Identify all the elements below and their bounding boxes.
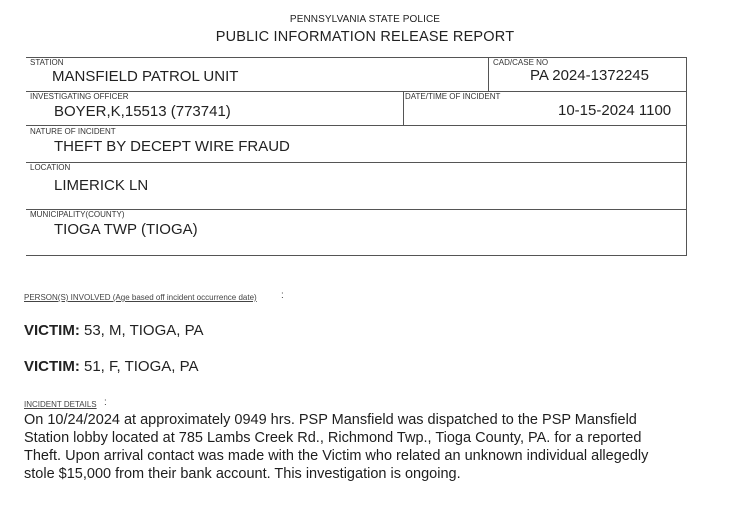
form-rule	[26, 255, 687, 256]
form-rule	[26, 57, 687, 58]
officer-value: BOYER,K,15513 (773741)	[54, 103, 231, 120]
incident-datetime-label: DATE/TIME OF INCIDENT	[405, 92, 501, 101]
station-label: STATION	[30, 58, 64, 67]
location-label: LOCATION	[30, 163, 71, 172]
persons-heading-text: PERSON(S) INVOLVED (Age based off incident occurrence date)	[24, 293, 257, 302]
persons-heading-colon: :	[281, 290, 284, 301]
persons-heading	[24, 293, 257, 303]
person-details: 51, F, TIOGA, PA	[79, 358, 199, 375]
nature-label: NATURE OF INCIDENT	[30, 127, 116, 136]
person-entry	[24, 322, 203, 340]
person-details: 53, M, TIOGA, PA	[79, 322, 204, 339]
column-divider	[403, 91, 404, 125]
incident-details-heading	[24, 400, 97, 410]
person-role: VICTIM:	[24, 322, 80, 339]
report-title: PUBLIC INFORMATION RELEASE REPORT	[215, 29, 515, 45]
narrative-line: On 10/24/2024 at approximately 0949 hrs. PSP Mansfield was dispatched to the PSP Mansfield	[24, 412, 637, 428]
case-no-value: PA 2024-1372245	[530, 67, 649, 84]
case-no-label: CAD/CASE NO	[493, 58, 549, 67]
narrative-line: Station lobby located at 785 Lambs Creek Rd., Richmond Twp., Tioga County, PA. for a reported	[24, 430, 642, 446]
incident-details-heading-text: INCIDENT DETAILS	[24, 400, 97, 409]
municipality-label: MUNICIPALITY(COUNTY)	[30, 210, 125, 219]
incident-details-colon: :	[104, 397, 107, 408]
narrative-line: stole $15,000 from their bank account. This investigation is ongoing.	[24, 466, 461, 482]
column-divider	[488, 57, 489, 91]
municipality-value: TIOGA TWP (TIOGA)	[54, 221, 198, 238]
form-rule	[26, 209, 687, 210]
officer-label: INVESTIGATING OFFICER	[30, 92, 129, 101]
incident-narrative	[24, 411, 694, 483]
station-value: MANSFIELD PATROL UNIT	[52, 68, 239, 85]
form-rule	[26, 125, 687, 126]
form-right-border	[686, 57, 687, 256]
nature-value: THEFT BY DECEPT WIRE FRAUD	[54, 138, 290, 155]
location-value: LIMERICK LN	[54, 177, 149, 194]
form-rule	[26, 162, 687, 163]
person-entry	[24, 358, 198, 376]
person-role: VICTIM:	[24, 358, 80, 375]
narrative-line: Theft. Upon arrival contact was made with the Victim who related an unknown individual allegedly	[24, 448, 649, 464]
agency-name: PENNSYLVANIA STATE POLICE	[289, 14, 441, 25]
incident-datetime-value: 10-15-2024 1100	[558, 102, 672, 119]
